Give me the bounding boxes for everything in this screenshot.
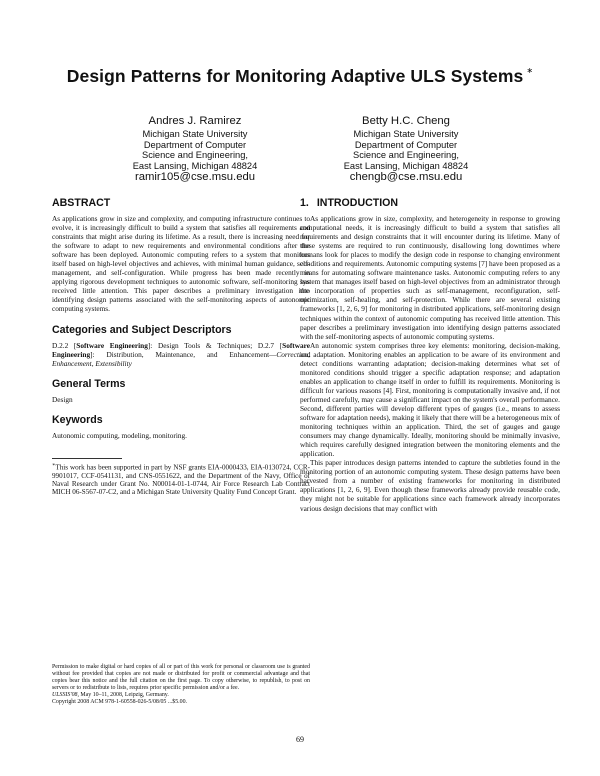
abstract-section — [52, 197, 310, 314]
author-name: Andres J. Ramirez — [148, 115, 242, 127]
footnote-rule — [52, 458, 122, 459]
paper-title-text: Design Patterns for Monitoring Adaptive ULS Systems — [66, 66, 524, 86]
left-column — [52, 197, 310, 497]
footnote-mark: ∗ — [52, 462, 56, 468]
category-text: ]: Design Tools & Techniques; D.2.7 [ — [147, 340, 283, 350]
right-column — [300, 197, 560, 513]
abstract-text: As applications grow in size and complexity, and computing infrastructure continues to evolve, it is increasingly difficult to build a system that satisfies all requirements and constraints that might arise during its lifetime. As a result, there is increasing need for the software to adapt to new requirements and environmental conditions after the software has been deployed. Autonomic computing refers to a system that monitors itself based on high-level objectives and achieves, with minimal human guidance, self-management, and self-configuration. While progress has been made recently in applying rigorous development techniques to autonomic software, self-monitoring has received little attention. This paper describes a preliminary investigation into identifying design patterns associated with the self-monitoring aspects of autonomic computing systems. — [52, 214, 310, 314]
category-code: D.2.2 [ — [52, 340, 77, 350]
keywords-text: Autonomic computing, modeling, monitoring. — [52, 430, 187, 440]
author-affiliation: Michigan State University — [142, 129, 248, 139]
intro-paragraph-1: As applications grow in size, complexity, and heterogeneity in response to growing computational needs, it is increasingly difficult to build a system that satisfies all requirements and design constraints that it will encounter during its lifetime. Many of these systems are required to run continuously, disallowing long downtimes where humans look for places to modify the design code in response to changing environment conditions and requirements. Autonomic computing systems [7] have been proposed as a means for automating software maintenance tasks. Autonomic computing refers to any system that manages itself based on high-level objectives from an administrator through the incorporation of properties such as self-management, reconfiguration, self-optimization, self-healing, and self-protection. While there are several existing frameworks [1, 2, 6, 9] for monitoring in distributed applications, self-monitoring design techniques within the context of autonomic computing has received little attention. This paper describes a preliminary investigation into identifying design patterns associated with the self-monitoring aspects of autonomic computing systems. — [300, 214, 560, 341]
categories-text — [52, 341, 310, 368]
author-affiliation: Science and Engineering, — [142, 150, 248, 161]
author-email: chengb@cse.msu.edu — [349, 171, 463, 184]
introduction-heading — [300, 197, 560, 210]
keywords-section — [52, 414, 310, 440]
venue-details: May 10–11, 2008, Leipzig, Germany. — [78, 692, 169, 699]
category-name: Software Engineering — [52, 340, 310, 359]
author-affiliation: Department of Computer — [354, 139, 458, 150]
author-email: ramir105@cse.msu.edu — [134, 171, 256, 184]
page-number: 69 — [296, 735, 304, 744]
categories-heading: Categories and Subject Descriptors — [52, 323, 232, 336]
section-number: 1. — [300, 197, 309, 209]
author-affiliation: East Lansing, Michigan 48824 — [343, 160, 469, 171]
author-affiliation: Department of Computer — [143, 139, 247, 150]
author-block-2 — [291, 115, 521, 184]
copyright-line: Copyright 2008 ACM 978-1-60558-026-5/08/05 ...$5.00. — [52, 699, 187, 706]
intro-paragraph-2: An autonomic system comprises three key elements: monitoring, decision-making, and adaptation. Monitoring enables an application to be aware of its environment and detect conditions warranting adaptation; decision-making determines what set of monitored conditions should trigger a specific adaptation response; and adaptation enables an application to change itself in order to fulfill its requirements. Monitoring is difficult for various reasons [4]. First, monitoring is computationally invasive and, if not performed carefully, may cause a significant impact on the system's overall performance. Second, different parties will develop different types of gauges (i.e., means to assess software for adaptation needs), making it likely that there will be a heterogeneous mix of monitoring techniques within an application. Third, the set of gauges and gauge consumers may change dynamically. Ideally, monitoring should be minimally invasive, which requires carefully designed integration between the monitoring elements and the application. — [300, 340, 560, 459]
general-terms-heading: General Terms — [52, 377, 126, 390]
permission-block — [52, 664, 310, 707]
permission-text: Permission to make digital or hard copies of all or part of this work for personal or classroom use is granted without fee provided that copies are not made or distributed for profit or commercial advantage and that copies bear this notice and the full citation on the first page. To copy otherwise, to republish, to post on servers or to redistribute to lists, requires prior specific permission and/or a fee. — [52, 664, 310, 692]
author-affiliation: East Lansing, Michigan 48824 — [132, 160, 258, 171]
category-name: Software Engineering — [76, 340, 148, 350]
category-text: ]: Distribution, Maintenance, and Enhancement— — [90, 349, 277, 359]
title-footnote-mark: ∗ — [526, 66, 534, 75]
categories-section — [52, 324, 310, 368]
venue-name: ULSSIS'08, — [52, 692, 79, 699]
intro-paragraph-3: This paper introduces design patterns intended to capture the subtleties found in the monitoring portion of an autonomic computing system. These design patterns have been harvested from a number of existing frameworks for monitoring in distributed applications [1, 2, 6, 9]. Even though these frameworks already provide reusable code, they might not be suitable for applications since each framework already incorporates various design decisions that may conflict with — [300, 458, 560, 513]
abstract-heading: ABSTRACT — [52, 197, 111, 209]
author-name: Betty H.C. Cheng — [362, 115, 450, 127]
author-affiliation: Michigan State University — [353, 129, 459, 139]
general-terms-text: Design — [52, 394, 73, 404]
keywords-heading: Keywords — [52, 413, 103, 426]
paper-title — [0, 66, 600, 87]
author-block-1 — [80, 115, 310, 184]
section-title: INTRODUCTION — [316, 197, 399, 209]
general-terms-section — [52, 378, 310, 404]
author-affiliation: Science and Engineering, — [353, 150, 459, 161]
funding-footnote — [52, 462, 310, 497]
category-subjects: Correction, Enhancement, Extensibility — [52, 349, 310, 368]
footnote-text: This work has been supported in part by NSF grants EIA-0000433, EIA-0130724, CCR-9901017, CCF-0541131, and CNS-0551622, and the Department of the Navy, Office of Naval Research under Grant No. N00014-01-1-0744, Air Force Research Lab Contract MICH 06-S567-07-C2, and a Michigan State University Quality Fund Concept Grant. — [52, 463, 310, 497]
